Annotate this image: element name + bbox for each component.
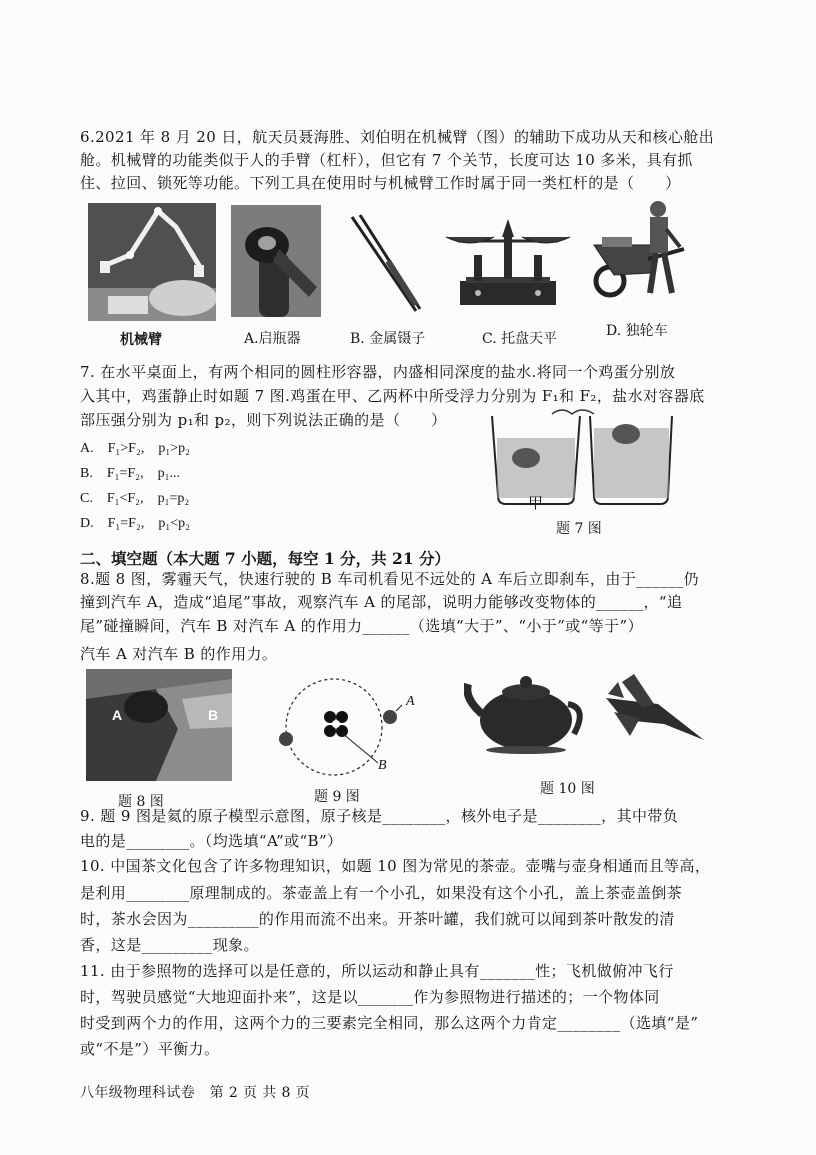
q11-line-3: 时受到两个力的作用，这两个力的三要素完全相同，那么这两个力肯定________（选填“是” (80, 1014, 699, 1032)
beaker-label-jia: 甲 (528, 494, 544, 512)
q6-line-1: 6.2021 年 8 月 20 日，航天员聂海胜、刘伯明在机械臂（图）的辅助下成功从天和核心舱出 (80, 128, 715, 146)
q8-line-2: 撞到汽车 A，造成“追尾”事故，观察汽车 A 的尾部，说明力能够改变物体的______，“追 (80, 593, 683, 611)
caption-robotic-arm: 机械臂 (120, 332, 162, 348)
car-label-a: A (112, 707, 123, 723)
q9-line-1: 9. 题 9 图是氦的原子模型示意图，原子核是________，核外电子是________，其中带负 (80, 807, 679, 825)
car-label-b: B (208, 707, 219, 723)
jet-plane-drawing (604, 668, 708, 744)
q7-line-1: 7. 在水平桌面上，有两个相同的圆柱形容器，内盛相同深度的盐水.将同一个鸡蛋分别放 (80, 363, 676, 381)
q11-line-2: 时，驾驶员感觉“大地迎面扑来”，这是以_______作为参照物进行描述的；一个物体同 (80, 988, 660, 1006)
q10-line-4: 香，这是_________现象。 (80, 936, 259, 954)
q11-line-1: 11. 由于参照物的选择可以是任意的，所以运动和静止具有_______性；飞机做俯冲飞行 (80, 962, 674, 980)
beakers-figure (486, 404, 678, 510)
robotic-arm-photo (88, 203, 216, 321)
q8-line-3: 尾”碰撞瞬间，汽车 B 对汽车 A 的作用力______（选填“大于”、“小于”或“等于”） (80, 617, 644, 635)
caption-option-d: D. 独轮车 (606, 323, 668, 339)
q7-option-a: A. F₁>F₂, p₁>p₂ (80, 441, 190, 456)
caption-option-a: A.启瓶器 (244, 331, 301, 347)
tweezers-drawing (344, 213, 428, 317)
balance-scale-drawing (444, 215, 572, 311)
q6-line-3: 住、拉回、锁死等功能。下列工具在使用时与机械臂工作时属于同一类杠杆的是（ ） (80, 174, 681, 192)
q7-line-3: 部压强分别为 p₁和 p₂，则下列说法正确的是（ ） (80, 411, 447, 429)
q7-line-2: 入其中，鸡蛋静止时如题 7 图.鸡蛋在甲、乙两杯中所受浮力分别为 F₁和 F₂，盐水对容器底 (80, 387, 705, 405)
q8-figure-caption: 题 8 图 (118, 794, 164, 810)
caption-option-c: C. 托盘天平 (482, 331, 558, 347)
wheelbarrow-drawing (588, 197, 692, 301)
atom-label-a: A (406, 694, 415, 709)
section-two-title: 二、填空题（本大题 7 小题，每空 1 分，共 21 分） (80, 549, 451, 568)
q10-figure-caption: 题 10 图 (540, 781, 595, 797)
q7-option-d: D. F₁=F₂, p₁<p₂ (80, 516, 190, 531)
q10-line-1: 10. 中国茶文化包含了许多物理知识，如题 10 图为常见的茶壶。壶嘴与壶身相通而且等高， (80, 857, 711, 875)
caption-option-b: B. 金属镊子 (350, 331, 426, 347)
page-footer: 八年级物理科试卷 第 2 页 共 8 页 (80, 1085, 311, 1101)
q9-figure-caption: 题 9 图 (314, 789, 360, 805)
bottle-opener-photo (231, 205, 321, 317)
q9-line-2: 电的是________。（均选填“A”或“B”） (80, 832, 343, 850)
teapot-drawing (464, 658, 588, 754)
q7-option-b: B. F₁=F₂, p₁... (80, 466, 180, 481)
car-collision-photo (86, 669, 232, 781)
q7-option-c: C. F₁<F₂, p₁=p₂ (80, 491, 190, 506)
q10-line-3: 时，茶水会因为_________的作用而流不出来。开茶叶罐，我们就可以闻到茶叶散发的清 (80, 910, 675, 928)
q8-line-1: 8.题 8 图，雾霾天气，快速行驶的 B 车司机看见不远处的 A 车后立即刹车，由于______仍 (80, 570, 699, 588)
q8-line-4: 汽车 A 对汽车 B 的作用力。 (80, 645, 278, 663)
q11-line-4: 或“不是”）平衡力。 (80, 1040, 220, 1058)
q10-line-2: 是利用________原理制成的。茶壶盖上有一个小孔，如果没有这个小孔，盖上茶壶盖倒茶 (80, 884, 683, 902)
atom-label-b: B (378, 758, 387, 773)
q7-figure-caption: 题 7 图 (556, 521, 602, 537)
atom-model-diagram (276, 675, 424, 781)
q6-line-2: 舱。机械臂的功能类似于人的手臂（杠杆），但它有 7 个关节，长度可达 10 多米，具有抓 (80, 151, 693, 169)
